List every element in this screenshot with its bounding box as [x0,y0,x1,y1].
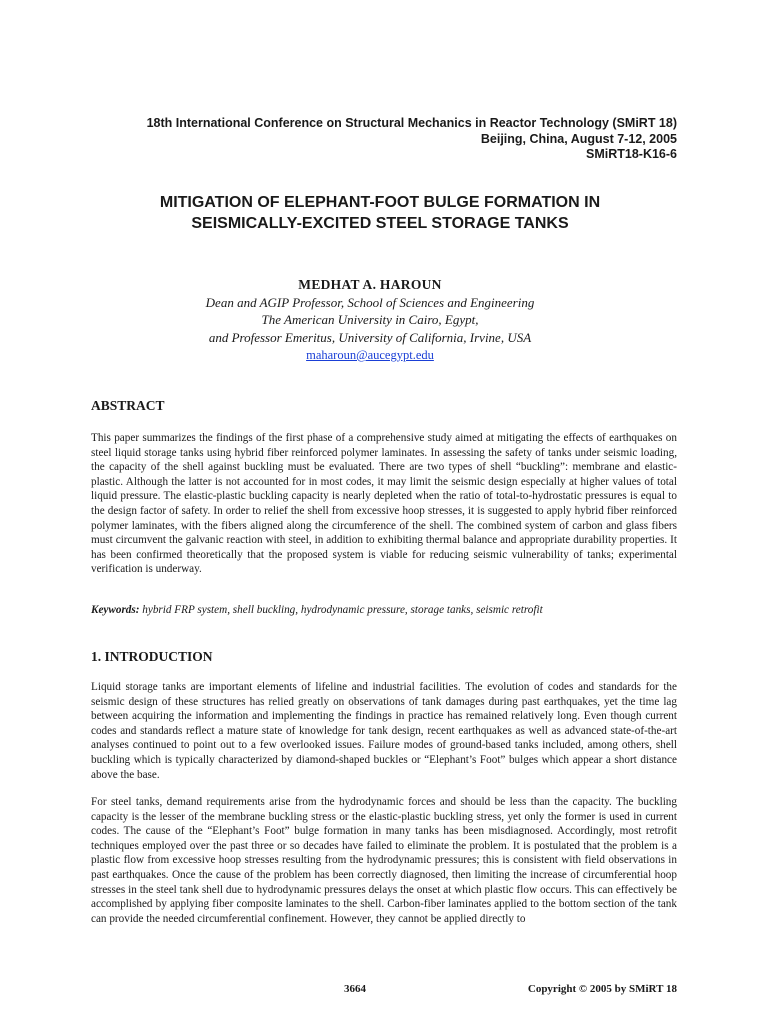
title-line-1: MITIGATION OF ELEPHANT-FOOT BULGE FORMATION IN [159,194,601,211]
author-affiliation-3: and Professor Emeritus, University of California, Irvine, USA [208,329,532,345]
title-line-2: SEISMICALLY-EXCITED STEEL STORAGE TANKS [191,215,569,232]
keywords-line [91,603,677,618]
keywords-text: hybrid FRP system, shell buckling, hydrodynamic pressure, storage tanks, seismic retrofit [142,604,543,616]
author-email-link[interactable]: maharoun@aucegypt.edu [306,348,434,362]
copyright-notice: Copyright © 2005 by SMiRT 18 [527,983,677,995]
author-name: MEDHAT A. HAROUN [298,277,442,292]
paper-id: SMiRT18-K16-6 [586,147,677,161]
conference-location: Beijing, China, August 7-12, 2005 [480,131,677,146]
introduction-heading: 1. INTRODUCTION [91,649,213,664]
abstract-heading: ABSTRACT [91,398,165,413]
conference-name: 18th International Conference on Structural Mechanics in Reactor Technology (SMiRT 18) [146,116,677,130]
abstract-text: This paper summarizes the findings of the first phase of a comprehensive study aimed at mitigating the effects of earthquakes on steel liquid storage tanks using hybrid fiber reinforced polymer laminates. In assessing the safety of tanks under seismic loading, the capacity of the shell against buckling must be evaluated. There are two types of shell “buckling”: membrane and elastic-plastic. Although the latter is not accounted for in most codes, it may limit the seismic design especially at higher values of total liquid pressure. The elastic-plastic buckling capacity is nearly depleted when the ratio of total-to-hydrostatic pressures is equal to the design factor of safety. In order to relief the shell from excessive hoop stresses, it is suggested to apply hybrid fiber reinforced polymer laminates, with the fibers aligned along the circumference of the shell. The combined system of carbon and glass fibers must circumvent the galvanic reaction with steel, in addition to exhibiting thermal balance and appropriate durability properties. It has been confirmed theoretically that the proposed system is viable for reducing seismic vulnerability of tanks; experimental verification is underway. [91,432,677,576]
author-affiliation-1: Dean and AGIP Professor, School of Sciences and Engineering [205,294,535,310]
introduction-paragraph-2: For steel tanks, demand requirements arise from the hydrodynamic forces and should be less than the capacity. The buckling capacity is the lesser of the membrane buckling stress or the elastic-plastic buckling stress, yet only the former is used in current codes. The cause of the “Elephant’s Foot” bulge formation in many tanks has been misdiagnosed. Accordingly, most retrofit techniques employed over the past three or so decades have failed to eliminate the problem. It is postulated that the problem is a plastic flow from excessive hoop stresses resulting from the hydrodynamic pressures; this is consistent with field observations in past earthquakes. Once the cause of the problem has been correctly diagnosed, then limiting the increase of circumferential hoop stresses in the steel tank shell due to hydrodynamic pressures delays the onset at which plastic flow occurs. This can effectively be accomplished by applying fiber composite laminates to the shell. Carbon-fiber laminates applied to the bottom section of the tank can provide the needed circumferential confinement. However, they cannot be applied directly to [91,796,677,925]
page-number: 3664 [344,983,366,995]
conference-header [147,116,677,163]
author-block [0,276,740,365]
paper-title [60,192,700,234]
author-affiliation-2: The American University in Cairo, Egypt, [261,312,479,327]
introduction-paragraph-1: Liquid storage tanks are important elements of lifeline and industrial facilities. The evolution of codes and standards for the seismic design of these structures has relied greatly on observations of tank damages during past earthquakes, yet the time lag between acquiring the information and implementing the findings in practice has remained relatively long. Even though current codes and standards reflect a mature state of knowledge for tank design, recent earthquakes as well as advanced state-of-the-art analyses continued to point out to a few overlooked issues. Failure modes of ground-based tanks included, among others, shell buckling which is typically characterized by diamond-shaped buckles or “Elephant’s Foot” bulges which appear a short distance above the base. [91,681,677,781]
keywords-label: Keywords: [91,604,140,616]
